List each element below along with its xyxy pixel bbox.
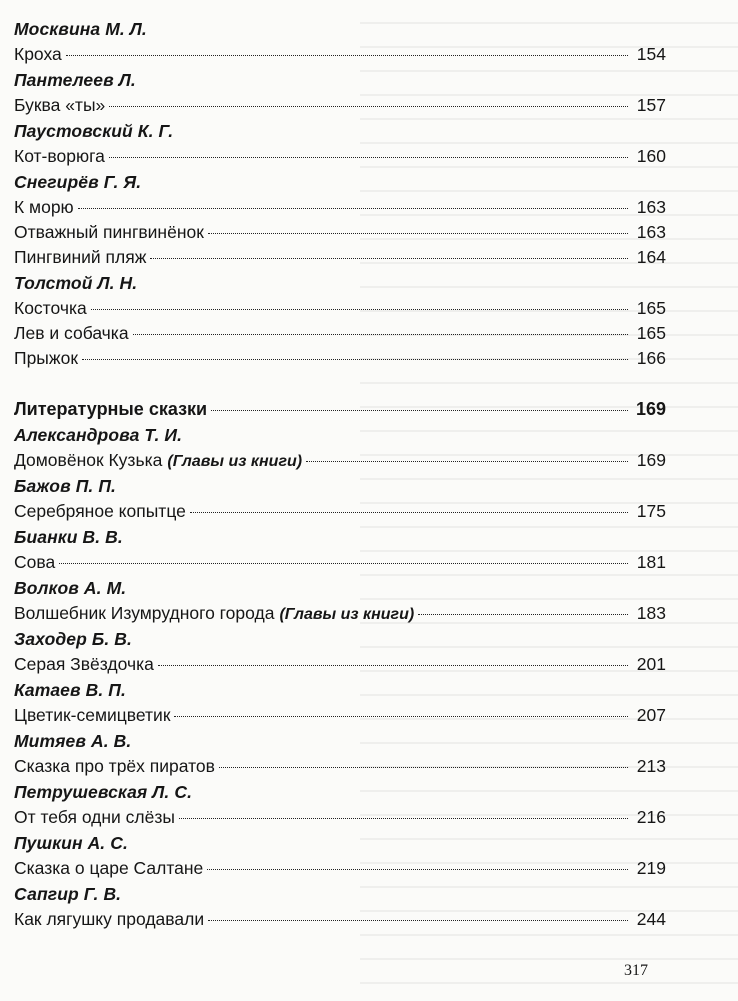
- toc-entry[interactable]: [14, 499, 666, 524]
- entry-page: 169: [636, 450, 666, 470]
- entry-title: Косточка: [14, 298, 87, 318]
- author-name: Бианки В. В.: [14, 527, 123, 547]
- author-name: Митяев А. В.: [14, 731, 132, 751]
- entry-page: 163: [636, 197, 666, 217]
- entry-page: 164: [636, 247, 666, 267]
- dot-leader: [158, 665, 628, 666]
- entry-page: 175: [636, 501, 666, 521]
- toc-entry[interactable]: [14, 601, 666, 626]
- author-name: Волков А. М.: [14, 578, 127, 598]
- dot-leader: [150, 258, 628, 259]
- toc-entry[interactable]: [14, 321, 666, 346]
- entry-title: К морю: [14, 197, 74, 217]
- entry-title: Буква «ты»: [14, 95, 106, 115]
- toc-entry[interactable]: [14, 550, 666, 575]
- section-title: Литературные сказки: [14, 399, 208, 419]
- entry-title: Кроха: [14, 44, 62, 64]
- toc-entry[interactable]: [14, 652, 666, 677]
- toc-entry[interactable]: [14, 346, 666, 371]
- dot-leader: [59, 563, 628, 564]
- entry-page: 165: [636, 323, 666, 343]
- entry-page: 181: [636, 552, 666, 572]
- entry-title: Цветик-семицветик: [14, 705, 171, 725]
- author-name: Толстой Л. Н.: [14, 273, 138, 293]
- section-page: 169: [635, 399, 666, 419]
- entry-page: 213: [636, 756, 666, 776]
- dot-leader: [418, 614, 628, 615]
- author-name: Снегирёв Г. Я.: [14, 172, 142, 192]
- entry-title: Домовёнок Кузька: [14, 450, 163, 470]
- toc-entry[interactable]: [14, 195, 666, 220]
- entry-title: Серая Звёздочка: [14, 654, 154, 674]
- entry-title: Отважный пингвинёнок: [14, 222, 204, 242]
- toc-entry[interactable]: [14, 703, 666, 728]
- toc-entry[interactable]: [14, 42, 666, 67]
- toc-entry[interactable]: [14, 448, 666, 473]
- dot-leader: [219, 767, 628, 768]
- dot-leader: [109, 157, 628, 158]
- entry-page: 183: [636, 603, 666, 623]
- entry-title: Волшебник Изумрудного города: [14, 603, 275, 623]
- entry-page: 166: [636, 348, 666, 368]
- dot-leader: [66, 55, 628, 56]
- dot-leader: [207, 869, 628, 870]
- entry-page: 163: [636, 222, 666, 242]
- author-name: Паустовский К. Г.: [14, 121, 174, 141]
- toc-entry[interactable]: [14, 754, 666, 779]
- entry-page: 154: [636, 44, 666, 64]
- dot-leader: [179, 818, 628, 819]
- toc-entry[interactable]: [14, 144, 666, 169]
- dot-leader: [306, 461, 628, 462]
- toc-entry[interactable]: [14, 856, 666, 881]
- entry-title: Сказка про трёх пиратов: [14, 756, 215, 776]
- author-name: Сапгир Г. В.: [14, 884, 122, 904]
- dot-leader: [78, 208, 628, 209]
- dot-leader: [208, 233, 628, 234]
- author-name: Москвина М. Л.: [14, 19, 147, 39]
- author-name: Петрушевская Л. С.: [14, 782, 193, 802]
- dot-leader: [208, 920, 628, 921]
- dot-leader: [211, 410, 628, 411]
- dot-leader: [174, 716, 628, 717]
- author-name: Пушкин А. С.: [14, 833, 128, 853]
- entry-page: 244: [636, 909, 666, 929]
- entry-title: От тебя одни слёзы: [14, 807, 175, 827]
- entry-page: 157: [636, 95, 666, 115]
- author-name: Катаев В. П.: [14, 680, 126, 700]
- author-name: Александрова Т. И.: [14, 425, 183, 445]
- entry-page: 216: [636, 807, 666, 827]
- toc-entry[interactable]: [14, 805, 666, 830]
- entry-page: 165: [636, 298, 666, 318]
- entry-title: Как лягушку продавали: [14, 909, 205, 929]
- toc-entry[interactable]: [14, 907, 666, 932]
- dot-leader: [91, 309, 628, 310]
- dot-leader: [109, 106, 628, 107]
- entry-note: (Главы из книги): [279, 606, 415, 623]
- entry-page: 201: [636, 654, 666, 674]
- entry-page: 219: [636, 858, 666, 878]
- entry-page: 160: [636, 146, 666, 166]
- section-spacer: [14, 371, 666, 397]
- toc-entry[interactable]: [14, 245, 666, 270]
- dot-leader: [133, 334, 628, 335]
- entry-title: Лев и собачка: [14, 323, 129, 343]
- entry-title: Кот-ворюга: [14, 146, 105, 166]
- author-name: Пантелеев Л.: [14, 70, 136, 90]
- entry-title: Серебряное копытце: [14, 501, 186, 521]
- dot-leader: [190, 512, 628, 513]
- toc-entry[interactable]: [14, 93, 666, 118]
- table-of-contents: [14, 16, 666, 932]
- dot-leader: [82, 359, 628, 360]
- entry-title: Прыжок: [14, 348, 78, 368]
- author-name: Бажов П. П.: [14, 476, 116, 496]
- page-number: 317: [624, 962, 648, 979]
- section-heading[interactable]: [14, 397, 666, 422]
- author-name: Заходер Б. В.: [14, 629, 132, 649]
- entry-title: Сказка о царе Салтане: [14, 858, 204, 878]
- toc-entry[interactable]: [14, 220, 666, 245]
- entry-note: (Главы из книги): [167, 453, 303, 470]
- entry-title: Сова: [14, 552, 56, 572]
- toc-entry[interactable]: [14, 296, 666, 321]
- entry-title: Пингвиний пляж: [14, 247, 147, 267]
- entry-page: 207: [636, 705, 666, 725]
